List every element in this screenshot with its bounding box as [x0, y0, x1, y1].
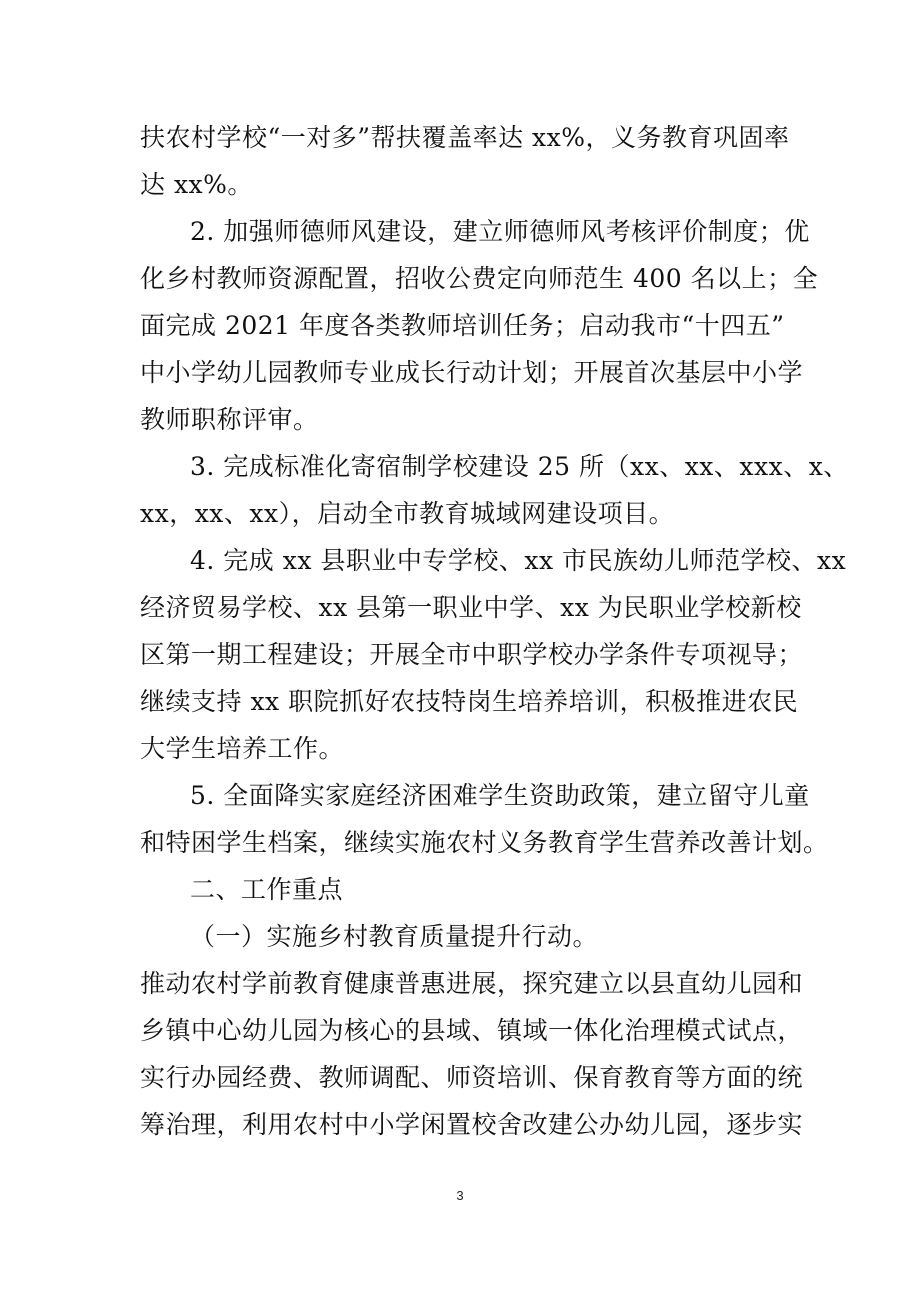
section-heading: 二、工作重点 — [190, 875, 344, 904]
paragraph-line: 和特困学生档案，继续实施农村义务教育学生营养改善计划。 — [140, 828, 829, 857]
paragraph-line: 2. 加强师德师风建设，建立师德师风考核评价制度；优 — [190, 217, 810, 246]
paragraph-line: 筹治理，利用农村中小学闲置校舍改建公办幼儿园，逐步实 — [140, 1110, 804, 1139]
paragraph-line: 面完成 2021 年度各类教师培训任务；启动我市“十四五” — [140, 311, 785, 340]
paragraph-line: 达 xx%。 — [140, 170, 253, 199]
paragraph-line: 化乡村教师资源配置，招收公费定向师范生 400 名以上；全 — [140, 264, 819, 293]
paragraph-line: 教师职称评审。 — [140, 405, 319, 434]
paragraph-line: 区第一期工程建设；开展全市中职学校办学条件专项视导； — [140, 640, 804, 669]
subsection-heading: （一）实施乡村教育质量提升行动。 — [190, 922, 599, 951]
paragraph-line: 中小学幼儿园教师专业成长行动计划；开展首次基层中小学 — [140, 358, 804, 387]
paragraph-line: 继续支持 xx 职院抓好农技特岗生培养培训，积极推进农民 — [140, 687, 799, 716]
page-number: 3 — [456, 1188, 464, 1203]
paragraph-line: xx，xx、xx），启动全市教育城域网建设项目。 — [140, 499, 675, 528]
paragraph-line: 经济贸易学校、xx 县第一职业中学、xx 为民职业学校新校 — [140, 593, 802, 622]
paragraph-line: 5. 全面降实家庭经济困难学生资助政策，建立留守儿童 — [190, 781, 810, 810]
paragraph-line: 3. 完成标准化寄宿制学校建设 25 所（xx、xx、xxx、x、 — [190, 452, 849, 481]
paragraph-line: 扶农村学校“一对多”帮扶覆盖率达 xx%，义务教育巩固率 — [140, 123, 790, 152]
paragraph-line: 实行办园经费、教师调配、师资培训、保育教育等方面的统 — [140, 1063, 804, 1092]
paragraph-line: 大学生培养工作。 — [140, 734, 345, 763]
paragraph-line: 推动农村学前教育健康普惠进展，探究建立以县直幼儿园和 — [140, 969, 804, 998]
paragraph-line: 乡镇中心幼儿园为核心的县域、镇域一体化治理模式试点， — [140, 1016, 804, 1045]
paragraph-line: 4. 完成 xx 县职业中专学校、xx 市民族幼儿师范学校、xx — [190, 546, 847, 575]
